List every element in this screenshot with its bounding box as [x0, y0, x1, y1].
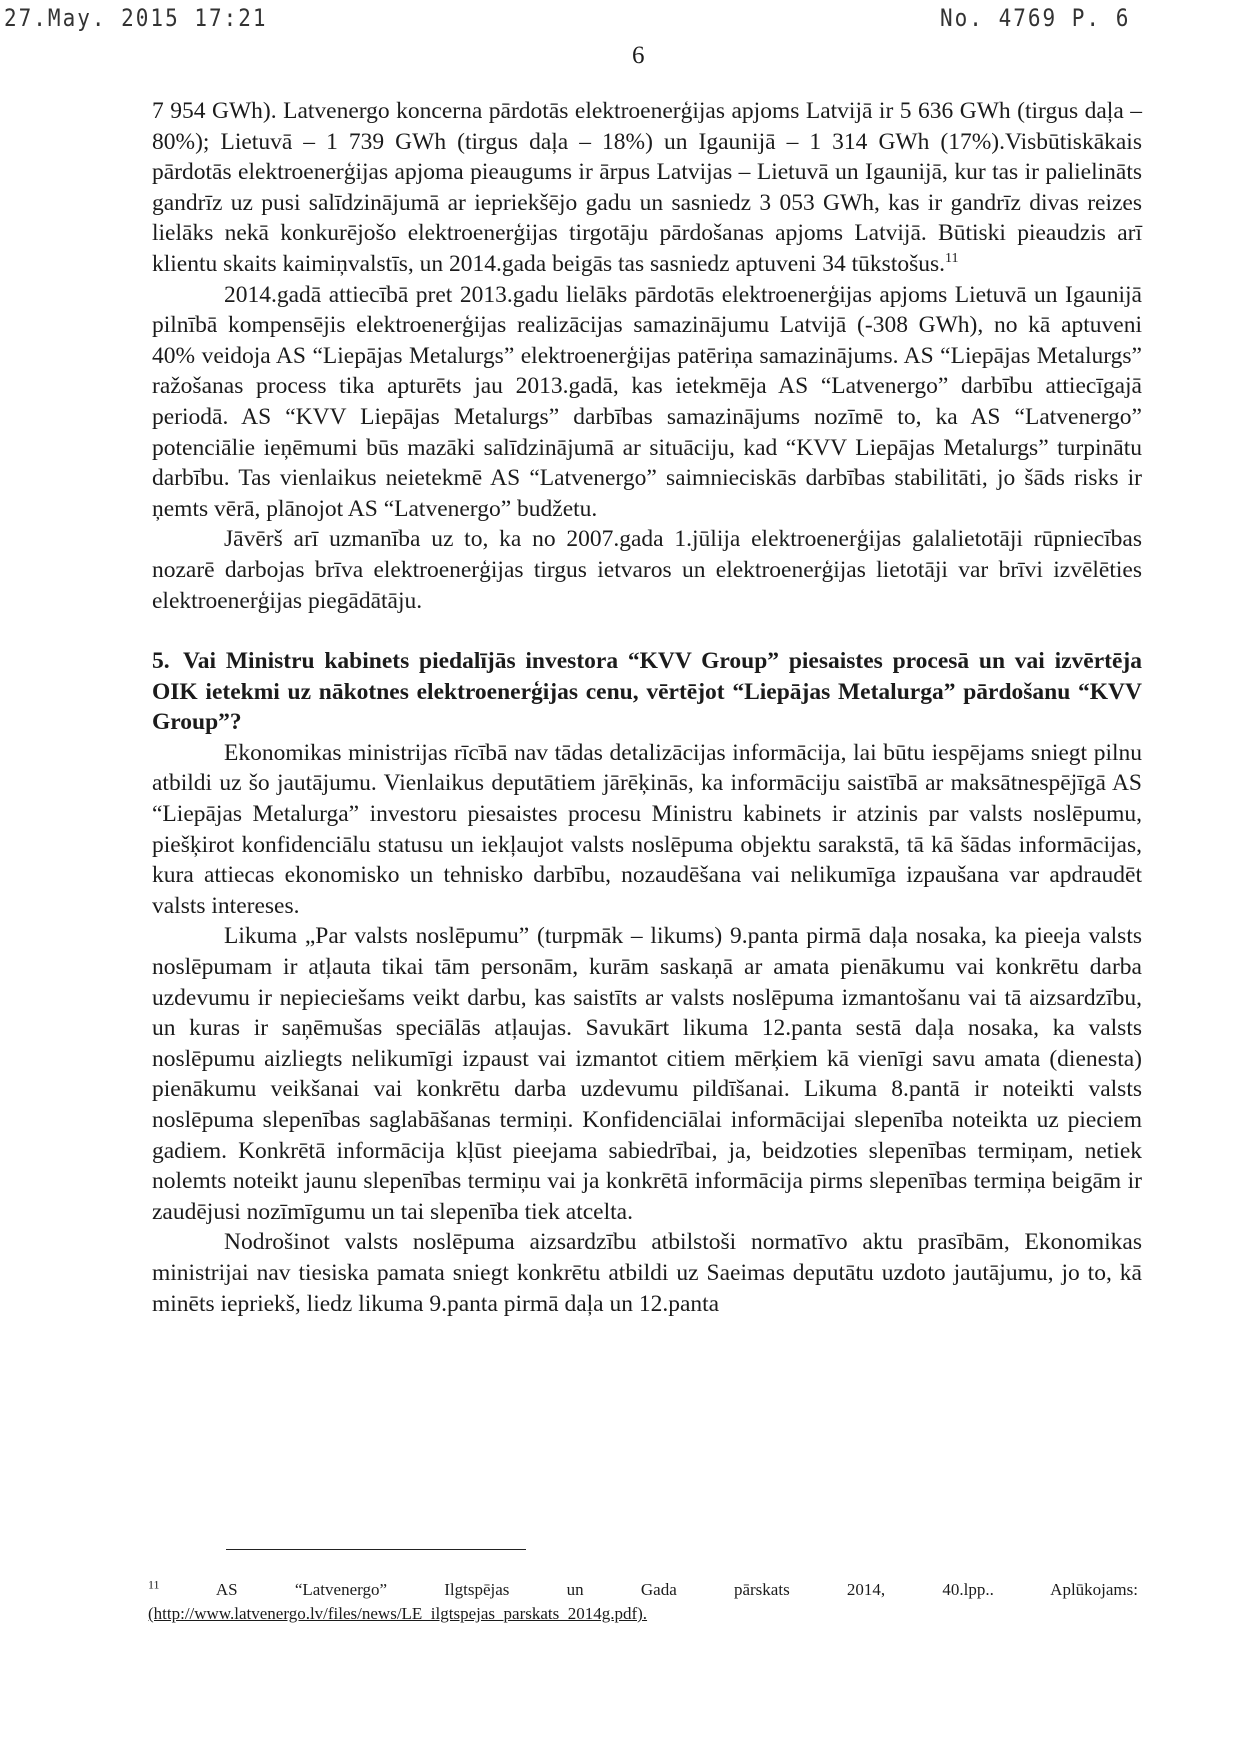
question-number: 5.: [152, 648, 170, 675]
page-number: 6: [632, 42, 645, 69]
fax-header-page: No. 4769 P. 6: [940, 4, 1131, 32]
question-heading: [152, 646, 1142, 738]
fax-header-date: 27.May. 2015 17:21: [4, 4, 268, 32]
paragraph: Jāvērš arī uzmanība uz to, ka no 2007.gada 1.jūlija elektroenerģijas galalietotāji rūpniecības nozarē darbojas brīva elektroenerģijas tirgus ietvaros un elektroenerģijas lietotāji var brīvi izvēlēties elektroenerģijas piegādātāju.: [152, 526, 1142, 614]
paragraph: 2014.gadā attiecībā pret 2013.gadu lielāks pārdotās elektroenerģijas apjoms Lietuvā un Igaunijā pilnībā kompensējis elektroenerģijas realizācijas samazinājumu Latvijā (-308 GWh), no kā aptuveni 40% veidoja AS “Liepājas Metalurgs” elektroenerģijas patēriņa samazinājums. AS “Liepājas Metalurgs” ražošanas process tika apturēts jau 2013.gadā, kas ietekmēja AS “Latvenergo” darbību attiecīgajā periodā. AS “KVV Liepājas Metalurgs” darbības samazinājums nozīmē to, ka AS “Latvenergo” potenciālie ieņēmumi būs mazāki salīdzinājumā ar situāciju, kad “KVV Liepājas Metalurgs” turpinātu darbību. Tas vienlaikus neietekmē AS “Latvenergo” saimnieciskās darbības stabilitāti, jo šāds risks ir ņemts vērā, plānojot AS “Latvenergo” budžetu.: [152, 281, 1142, 522]
footnote-link[interactable]: (http://www.latvenergo.lv/files/news/LE_ilgtspejas_parskats_2014g.pdf).: [148, 1604, 648, 1623]
paragraph: Nodrošinot valsts noslēpuma aizsardzību atbilstoši normatīvo aktu prasībām, Ekonomikas ministrijai nav tiesiska pamata sniegt konkrētu atbildi uz Saeimas deputātu uzdoto jautājumu, jo to, kā minēts iepriekš, liedz likuma 9.panta pirmā daļa un 12.panta: [152, 1229, 1142, 1317]
paragraph: 7 954 GWh). Latvenergo koncerna pārdotās elektroenerģijas apjoms Latvijā ir 5 636 GWh (tirgus daļa – 80%); Lietuvā – 1 739 GWh (tirgus daļa – 18%) un Igaunijā – 1 314 GWh (17%).Visbūtiskākais pārdotās elektroenerģijas apjoma pieaugums ir ārpus Latvijas – Lietuvā un Igaunijā, kur tas ir palielināts gandrīz uz pusi salīdzinājumā ar iepriekšējo gadu un sasniedz 3 053 GWh, kas ir gandrīz divas reizes lielāks nekā konkurējošo elektroenerģijas tirgotāju pārdošanas apjoms Latvijā. Būtiski pieaudzis arī klientu skaits kaimiņvalstīs, un 2014.gada beigās tas sasniedz aptuveni 34 tūkstošus.$^{11}$: [152, 98, 1142, 277]
footnote-reference: 11: [945, 251, 959, 267]
paragraph: Likuma „Par valsts noslēpumu” (turpmāk – likums) 9.panta pirmā daļa nosaka, ka pieeja valsts noslēpumam ir atļauta tikai tām personām, kurām saskaņā ar amata pienākumu vai konkrētu darba uzdevumu ir nepieciešams veikt darbu, kas saistīts ar valsts noslēpuma izmantošanu vai tā aizsardzību, un kuras ir saņēmušas speciālās atļaujas. Savukārt likuma 12.panta sestā daļa nosaka, ka valsts noslēpumu aizliegts nelikumīgi izpaust vai izmantot citiem mērķiem kā vienīgi savu amata (dienesta) pienākumu veikšanai vai konkrētu darba uzdevumu pildīšanai. Likuma 8.pantā ir noteikti valsts noslēpuma slepenības saglabāšanas termiņi. Konfidenciālai informācijai slepenība noteikta uz pieciem gadiem. Konkrētā informācija kļūst pieejama sabiedrībai, ja, beidzoties slepenības termiņam, netiek nolemts noteikt jaunu slepenības termiņu vai ja konkrētā informācija pirms slepenības termiņa beigām ir zaudējusi nozīmīgumu un tai slepenība tiek atcelta.: [152, 923, 1142, 1225]
question-text: Vai Ministru kabinets piedalījās investora “KVV Group” piesaistes procesā un vai izvērtēja OIK ietekmi uz nākotnes elektroenerģijas cenu, vērtējot “Liepājas Metalurga” pārdošanu “KVV Group”?: [152, 648, 1142, 736]
document-body: [152, 96, 1142, 1319]
footnote-separator: [226, 1549, 526, 1550]
footnote-text: AS “Latvenergo” Ilgtspējas un Gada pārskats 2014, 40.lpp.. Aplūkojams:: [215, 1580, 1138, 1599]
paragraph: Ekonomikas ministrijas rīcībā nav tādas detalizācijas informācija, lai būtu iespējams sniegt pilnu atbildi uz šo jautājumu. Vienlaikus deputātiem jārēķinās, ka informāciju saistībā ar maksātnespējīgā AS “Liepājas Metalurga” investoru piesaistes procesu Ministru kabinets ir atzinis par valsts noslēpumu, piešķirot konfidenciālu statusu un iekļaujot valsts noslēpuma objektu sarakstā, tā kā šādas informācijas, kura attiecas ekonomisko un tehnisko darbību, nozaudēšana vai nelikumīga izpaušana var apdraudēt valsts intereses.: [152, 739, 1142, 919]
footnote-number: 11: [148, 1577, 160, 1592]
footnote: [148, 1578, 1138, 1626]
